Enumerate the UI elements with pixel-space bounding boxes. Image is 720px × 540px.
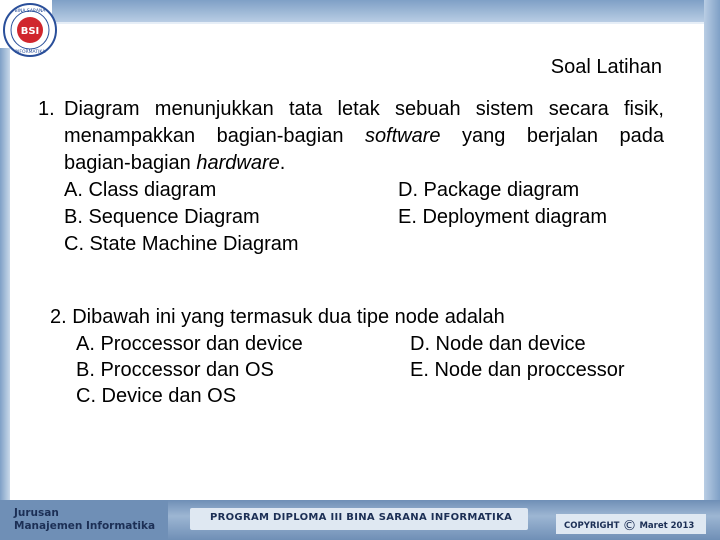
left-decorative-band [0,48,10,500]
question-1-option-b: B. Sequence Diagram [64,206,260,228]
question-1-line-3: bagian-bagian hardware. [64,152,286,174]
right-decorative-band [704,0,720,540]
copyright-icon: © [622,518,637,534]
footer-department [14,507,155,533]
question-1-number: 1. [38,98,55,120]
question-1-option-d: D. Package diagram [398,179,580,201]
question-1-option-a: A. Class diagram [64,179,217,201]
footer-department-line-2: Manajemen Informatika [14,520,156,532]
question-1-line-1: Diagram menunjukkan tata letak sebuah sistem secara fisik, [64,98,664,120]
bsi-logo [2,2,58,58]
question-2-option-a: A. Proccessor dan device [76,333,303,355]
logo-text-bottom: INFORMATIKA [14,50,46,55]
footer-copyright: COPYRIGHT © Maret 2013 [564,518,695,534]
logo-initials: BSI [20,26,40,37]
question-2-option-d: D. Node dan device [410,333,586,355]
question-2-option-c: C. Device dan OS [76,385,237,407]
question-1-option-e: E. Deployment diagram [398,206,607,228]
question-2-option-e: E. Node dan proccessor [410,359,625,381]
logo-text-top: BINA SARANA [14,9,46,14]
question-2-option-b: B. Proccessor dan OS [76,359,274,381]
question-1-line-2: menampakkan bagian-bagian software yang berjalan pada [64,125,664,147]
question-2-text: 2. Dibawah ini yang termasuk dua tipe node adalah [50,306,505,328]
top-decorative-band [52,0,720,24]
page-title: Soal Latihan [550,56,662,78]
question-1-option-c: C. State Machine Diagram [64,233,299,255]
footer-program: PROGRAM DIPLOMA III BINA SARANA INFORMATIKA [210,512,513,523]
footer-department-line-1: Jurusan [14,507,59,519]
